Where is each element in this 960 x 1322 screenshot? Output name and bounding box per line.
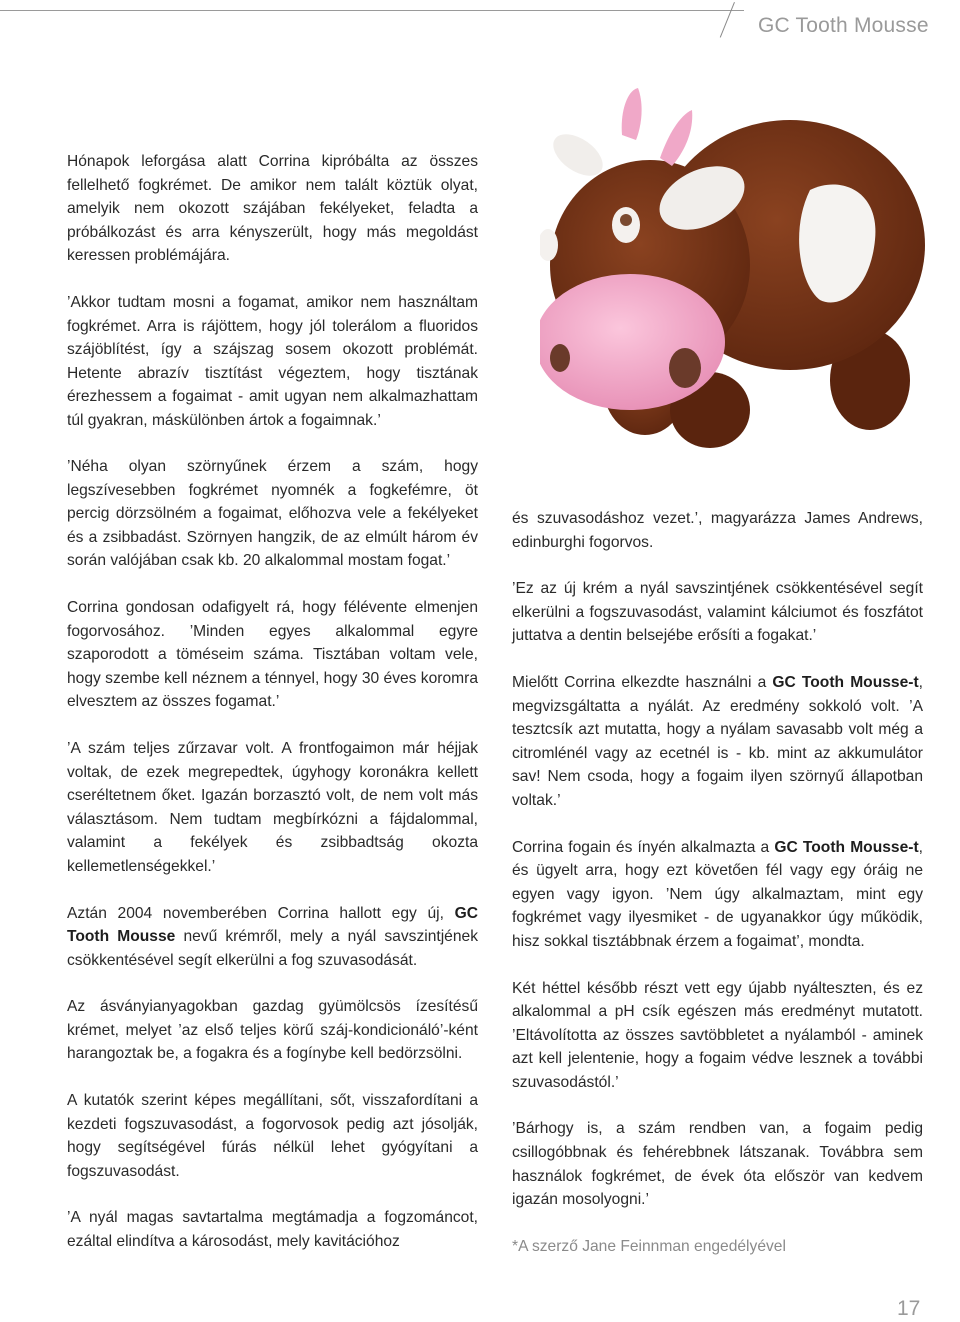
paragraph: ’Néha olyan szörnyűnek érzem a szám, hogy legszívesebben fogkrémet nyomnék a fogkefémre, öt percig dörzsölném a fogaimat, előhozva vele a fekélyeket és a zsibbadást. Szörnyen hangzik, de az elmúlt három év során valójában csak kb. 20 alkalommal mostam fogat.’ [67,458,478,570]
page-number: 17 [897,1297,921,1320]
header-title: GC Tooth Mousse [758,14,929,37]
author-note: *A szerző Jane Feinnman engedélyével [512,1237,786,1255]
paragraph: Az ásványianyagokban gazdag gyümölcsös ízesítésű krémet, melyet ’az első teljes körű száj-kondicionáló’-ként harangoztak be, a fogakra és a fogínybe kell bedörzsölni. [67,998,478,1063]
paragraph: ’A szám teljes zűrzavar volt. A frontfogaimon már héjjak voltak, de ezek megrepedtek, úgyhogy koronákra kellett cseréltetnem őket. Igazán borzasztó volt, de nem volt más választásom. Nem tudtam megbírkózni a fájdalommal, valamint a fekélyek és zsibbadtság okozta kellemetlenségekkel.’ [67,739,478,875]
plush-cow-image [540,80,940,480]
product-name: GC Tooth Mousse-t [774,838,919,856]
paragraph: Két héttel később részt vett egy újabb nyálteszten, és ez alkalommal a pH csík egészen más eredményt mutatott. ’Eltávolította az összes savtöbbletet a nyálamból - aminek azt kell jelentenie, hogy a fogaim védve lesznek a további szuvasodástól.’ [512,979,923,1091]
paragraph: ’Ez az új krém a nyál savszintjének csökkentésével segít elkerülni a fogszuvasodást, valamint kálciumot és foszfátot juttatva a dentin belsejébe erősíti a fogakat.’ [512,580,923,645]
product-name: GC Tooth Mousse-t [772,673,919,691]
product-name: GC Tooth Mousse [67,904,478,946]
paragraph: ’Bárhogy is, a szám rendben van, a fogaim pedig csillogóbbnak és fehérebbnek látszanak. Továbbra sem használok fogkrémet, de évek óta először van kedvem igazán mosolyogni.’ [512,1120,923,1209]
paragraph: ’A nyál magas savtartalma megtámadja a fogzománcot, ezáltal elindítva a károsodást, mely kavitációhoz [67,1209,478,1251]
header-slash [720,2,735,38]
paragraph: Hónapok leforgása alatt Corrina kipróbálta az összes fellelhető fogkrémet. De amikor nem talált köztük olyat, amelyik nem okozott szájában fekélyeket, feladta a próbálkozást és arra kényszerült, hogy más megoldást keressen problémájára. [67,153,478,265]
paragraph: Corrina gondosan odafigyelt rá, hogy félévente elmenjen fogorvosához. ’Minden egyes alkalommal egyre szaporodott a töméseim száma. Tisztában voltam vele, hogy szembe kell néznem a ténnyel, hogy 30 éves koromra elvesztem az összes fogamat.’ [67,598,478,711]
paragraph: és szuvasodáshoz vezet.’, magyarázza James Andrews, edinburghi fogorvos. [512,510,923,551]
paragraph: Mielőtt Corrina elkezdte használni a GC Tooth Mousse-t, megvizsgáltatta a nyálát. Az eredmény sokkoló volt. ’A tesztcsík azt mutatta, hogy a nyálam savasabb volt még a citromlénél vagy az ecetnél is - kb. mint az akkumulátor sav! Nem csoda, hogy a fogaim ilyen szörnyű állapotban voltak.’ [512,673,923,809]
paragraph: A kutatók szerint képes megállítani, sőt, visszafordítani a kezdeti fogszuvasodást, a fogorvosok pedig azt jósolják, hogy segítségével fúrás nélkül lehet gyógyítani a fogszuvasodást. [67,1092,478,1180]
header-rule [0,10,744,11]
paragraph: Corrina fogain és ínyén alkalmazta a GC Tooth Mousse-t, és ügyelt arra, hogy ezt követően fél vagy egy óráig ne egyen vagy igyon. ’Nem úgy alkalmaztam, mint egy fogkrémet vagy ilyesmiket - de ugyanakkor úgy működik, hisz sokkal tisztábbnak érzem a fogaimat’, mondta. [512,838,923,950]
paragraph-product-intro: Aztán 2004 novemberében Corrina hallott egy új, GC Tooth Mousse nevű krémről, mely a nyál savszintjének csökkentésével segít elkerülni a fog szuvasodását. [67,904,478,969]
paragraph: ’Akkor tudtam mosni a fogamat, amikor nem használtam fogkrémet. Arra is rájöttem, hogy jól tolerálom a fluoridos szájöblítést, így a szájszag sosem okozott problémát. Hetente abrazív tisztítást végeztem, hogy tisztának érezhessem a fogaimat - amit ugyan nem alkalmazhattam túl gyakran, máskülönben ártok a fogaimnak.’ [67,294,478,429]
right-column [512,507,923,1281]
